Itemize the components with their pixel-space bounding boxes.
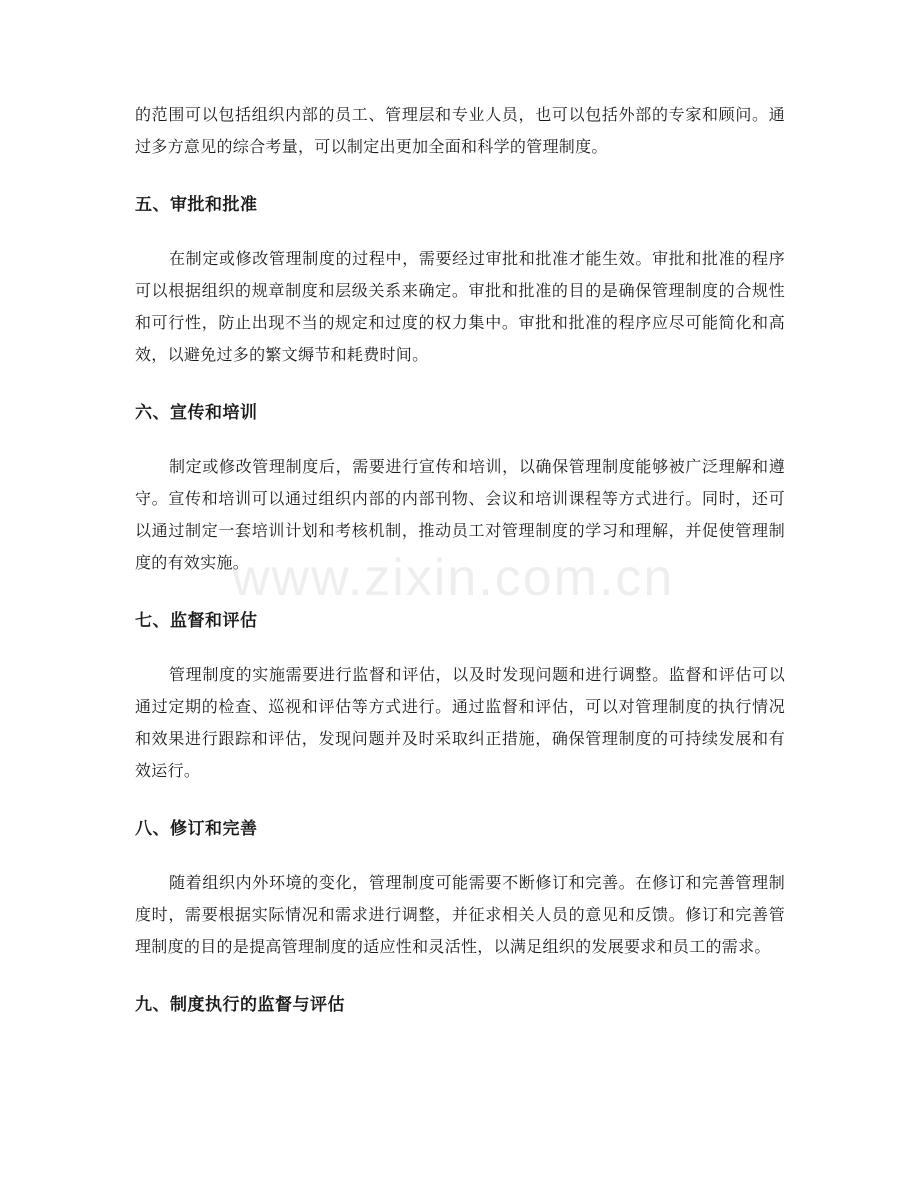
section-heading-8: 八、修订和完善 [135, 819, 258, 839]
section-heading-6: 六、宣传和培训 [135, 403, 258, 423]
section-body-6: 制定或修改管理制度后，需要进行宣传和培训，以确保管理制度能够被广泛理解和遵守。宣传和培训可以通过组织内部的内部刊物、会议和培训课程等方式进行。同时，还可以通过制定一套培训计划和考核机制，推动员工对管理制度的学习和理解，并促使管理制度的有效实施。 [135, 457, 785, 572]
document-body [135, 99, 785, 1021]
section-body-7: 管理制度的实施需要进行监督和评估，以及时发现问题和进行调整。监督和评估可以通过定期的检查、巡视和评估等方式进行。通过监督和评估，可以对管理制度的执行情况和效果进行跟踪和评估，发现问题并及时采取纠正措施，确保管理制度的可持续发展和有效运行。 [135, 665, 785, 780]
section-body-5: 在制定或修改管理制度的过程中，需要经过审批和批准才能生效。审批和批准的程序可以根据组织的规章制度和层级关系来确定。审批和批准的目的是确保管理制度的合规性和可行性，防止出现不当的规定和过度的权力集中。审批和批准的程序应尽可能简化和高效，以避免过多的繁文缛节和耗费时间。 [135, 249, 785, 364]
section-body-8: 随着组织内外环境的变化，管理制度可能需要不断修订和完善。在修订和完善管理制度时，需要根据实际情况和需求进行调整，并征求相关人员的意见和反馈。修订和完善管理制度的目的是提高管理制度的适应性和灵活性，以满足组织的发展要求和员工的需求。 [135, 873, 785, 956]
intro-paragraph: 的范围可以包括组织内部的员工、管理层和专业人员，也可以包括外部的专家和顾问。通过多方意见的综合考量，可以制定出更加全面和科学的管理制度。 [135, 105, 785, 156]
section-heading-5: 五、审批和批准 [135, 195, 258, 215]
section-heading-9: 九、制度执行的监督与评估 [135, 995, 345, 1015]
section-heading-7: 七、监督和评估 [135, 611, 258, 631]
watermark: www.zixin.com.cn [232, 549, 675, 607]
